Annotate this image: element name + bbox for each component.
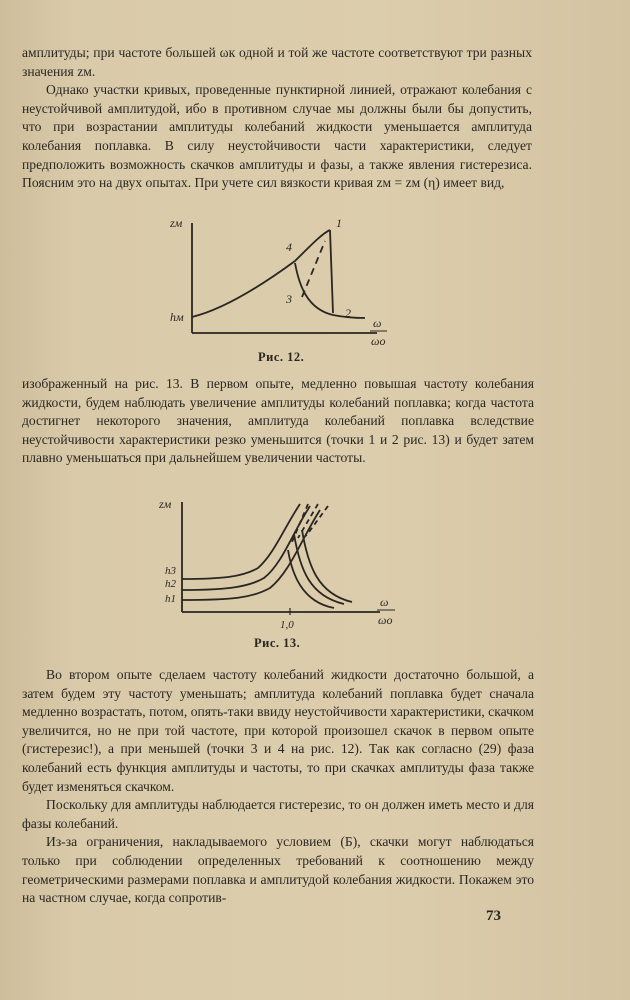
figure-12 xyxy=(165,205,405,355)
curve-upper xyxy=(192,230,330,317)
point-label-2: 2 xyxy=(345,306,351,320)
text-block-middle xyxy=(22,375,534,468)
point-label-3: 3 xyxy=(286,292,292,306)
y-axis-label: zм xyxy=(170,216,183,230)
point-label-4: 4 xyxy=(286,240,292,254)
point-label-1: 1 xyxy=(336,216,342,230)
figure-12-plot xyxy=(165,205,405,355)
curve-lower xyxy=(295,263,365,318)
figure-13-plot xyxy=(152,490,402,630)
h-label-3: h3 xyxy=(165,565,176,577)
y-axis-label: zм xyxy=(159,497,172,511)
curve-h1-falling xyxy=(302,530,352,602)
x-axis-label-den: ωо xyxy=(378,613,393,627)
paragraph: Из-за ограничения, накладываемого условием (Б), скачки могут наблюдаться только при соблюдении определенных требований к соотношению между геометрическими размерами поплавка и амплитудой колебания жидкости. Покажем это на частном случае, когда сопротив- xyxy=(22,834,534,906)
curve-drop xyxy=(330,230,333,313)
page-number: 73 xyxy=(486,908,501,924)
paragraph: амплитуды; при частоте большей ωк одной и той же частоте соответствуют три разных значения zм. xyxy=(22,45,532,79)
paragraph: изображенный на рис. 13. В первом опыте, медленно повышая частоту колебания жидкости, будем наблюдать увеличение амплитуды колебаний поплавка; когда частота достигнет некоторого значения, амплитуда колебаний поплавка вследствие неустойчивости характеристики резко уменьшится (точки 1 и 2 рис. 13) и будет затем плавно уменьшаться при дальнейшем увеличении частоты. xyxy=(22,376,534,466)
h-label-2: h2 xyxy=(165,578,176,590)
curve-h3-rising xyxy=(182,504,300,579)
h-label: hм xyxy=(170,310,184,324)
tick-label-1-0: 1,0 xyxy=(280,619,294,630)
text-block-top xyxy=(22,44,532,193)
paragraph: Поскольку для амплитуды наблюдается гистерезис, то он должен иметь место и для фазы колебаний. xyxy=(22,797,534,831)
figure-12-caption: Рис. 12. xyxy=(258,350,305,364)
figure-13 xyxy=(152,490,402,630)
paragraph: Во втором опыте сделаем частоту колебаний жидкости достаточно большой, а затем будем эту частоту уменьшать; амплитуда колебаний поплавка будет сначала медленно возрастать, потом, опять-таки ввиду неустойчивости характеристики, скачком увеличится, но не при той частоте, при которой произошел скачок в первом опыте (гистерезис!), а при меньшей (точки 3 и 4 на рис. 12). Так как согласно (29) фаза колебаний есть функция амплитуды и частоты, то при скачках амплитуды фаза также будет изменяться скачком. xyxy=(22,667,534,794)
x-axis-label-num: ω xyxy=(380,595,389,609)
curve-h3-falling xyxy=(288,550,334,608)
text-block-bottom xyxy=(22,666,534,908)
x-axis-label-den: ωо xyxy=(371,334,386,348)
h-label-1: h1 xyxy=(165,593,176,605)
figure-13-caption: Рис. 13. xyxy=(254,636,301,650)
curve-h1-unstable xyxy=(306,506,328,536)
x-axis-label-num: ω xyxy=(373,316,382,330)
paragraph: Однако участки кривых, проведенные пунктирной линией, отражают колебания с неустойчивой амплитудой, ибо в противном случае мы должны были бы допустить, что при возрастании амплитуды колебаний жидкости уменьшается амплитуда колебания поплавка. В силу неустойчивости части характеристики, следует предположить возможность скачков амплитуды и фазы, а также явления гистерезиса. Поясним это на двух опытах. При учете сил вязкости кривая zм = zм (η) имеет вид, xyxy=(22,82,532,191)
